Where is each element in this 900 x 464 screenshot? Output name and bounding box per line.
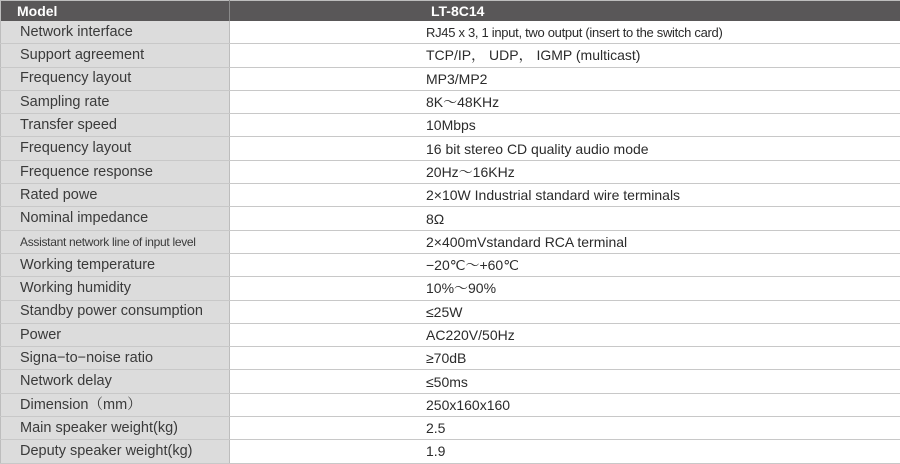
param-label: Signa−to−noise ratio — [1, 347, 230, 370]
param-label: Assistant network line of input level — [1, 230, 230, 253]
table-row — [1, 323, 900, 346]
param-label: Network interface — [1, 21, 230, 44]
table-row — [1, 67, 900, 90]
param-label: Dimension（mm） — [1, 393, 230, 416]
param-label: Network delay — [1, 370, 230, 393]
table-row — [1, 114, 900, 137]
param-value: RJ45 x 3, 1 input, two output (insert to the switch card) — [230, 21, 900, 44]
param-value: 2.5 — [230, 417, 900, 440]
param-value: 2×10W Industrial standard wire terminals — [230, 184, 900, 207]
table-row — [1, 207, 900, 230]
param-label: Frequency layout — [1, 67, 230, 90]
table-row — [1, 277, 900, 300]
header-row — [1, 1, 900, 22]
table-row — [1, 160, 900, 183]
table-row — [1, 417, 900, 440]
param-label: Deputy speaker weight(kg) — [1, 440, 230, 463]
param-value: 250x160x160 — [230, 393, 900, 416]
param-label: Main speaker weight(kg) — [1, 417, 230, 440]
param-label: Nominal impedance — [1, 207, 230, 230]
param-label: Working humidity — [1, 277, 230, 300]
param-value: MP3/MP2 — [230, 67, 900, 90]
param-label: Frequency layout — [1, 137, 230, 160]
table-row — [1, 393, 900, 416]
param-label: Frequence response — [1, 160, 230, 183]
table-row — [1, 90, 900, 113]
param-value: 20Hz～16KHz — [230, 160, 900, 183]
param-value: ≥70dB — [230, 347, 900, 370]
table-row — [1, 21, 900, 44]
param-label: Sampling rate — [1, 90, 230, 113]
table-row — [1, 230, 900, 253]
param-label: Transfer speed — [1, 114, 230, 137]
param-value: 8Ω — [230, 207, 900, 230]
table-row — [1, 370, 900, 393]
param-value: AC220V/50Hz — [230, 323, 900, 346]
header-model-value: LT-8C14 — [230, 1, 900, 22]
param-value: 10%～90% — [230, 277, 900, 300]
table-row — [1, 44, 900, 67]
param-value: 10Mbps — [230, 114, 900, 137]
param-value: 1.9 — [230, 440, 900, 463]
param-value: 16 bit stereo CD quality audio mode — [230, 137, 900, 160]
table-row — [1, 137, 900, 160]
table-row — [1, 440, 900, 463]
param-label: Working temperature — [1, 253, 230, 276]
param-label: Standby power consumption — [1, 300, 230, 323]
param-value: TCP/IP， UDP， IGMP (multicast) — [230, 44, 900, 67]
param-label: Power — [1, 323, 230, 346]
table-row — [1, 300, 900, 323]
param-label: Rated powe — [1, 184, 230, 207]
table-row — [1, 253, 900, 276]
param-value: −20℃～+60℃ — [230, 253, 900, 276]
param-value: ≤25W — [230, 300, 900, 323]
param-value: ≤50ms — [230, 370, 900, 393]
param-value: 2×400mVstandard RCA terminal — [230, 230, 900, 253]
param-label: Support agreement — [1, 44, 230, 67]
header-model-label: Model — [1, 1, 230, 22]
table-row — [1, 347, 900, 370]
param-value: 8K～48KHz — [230, 90, 900, 113]
table-row — [1, 184, 900, 207]
